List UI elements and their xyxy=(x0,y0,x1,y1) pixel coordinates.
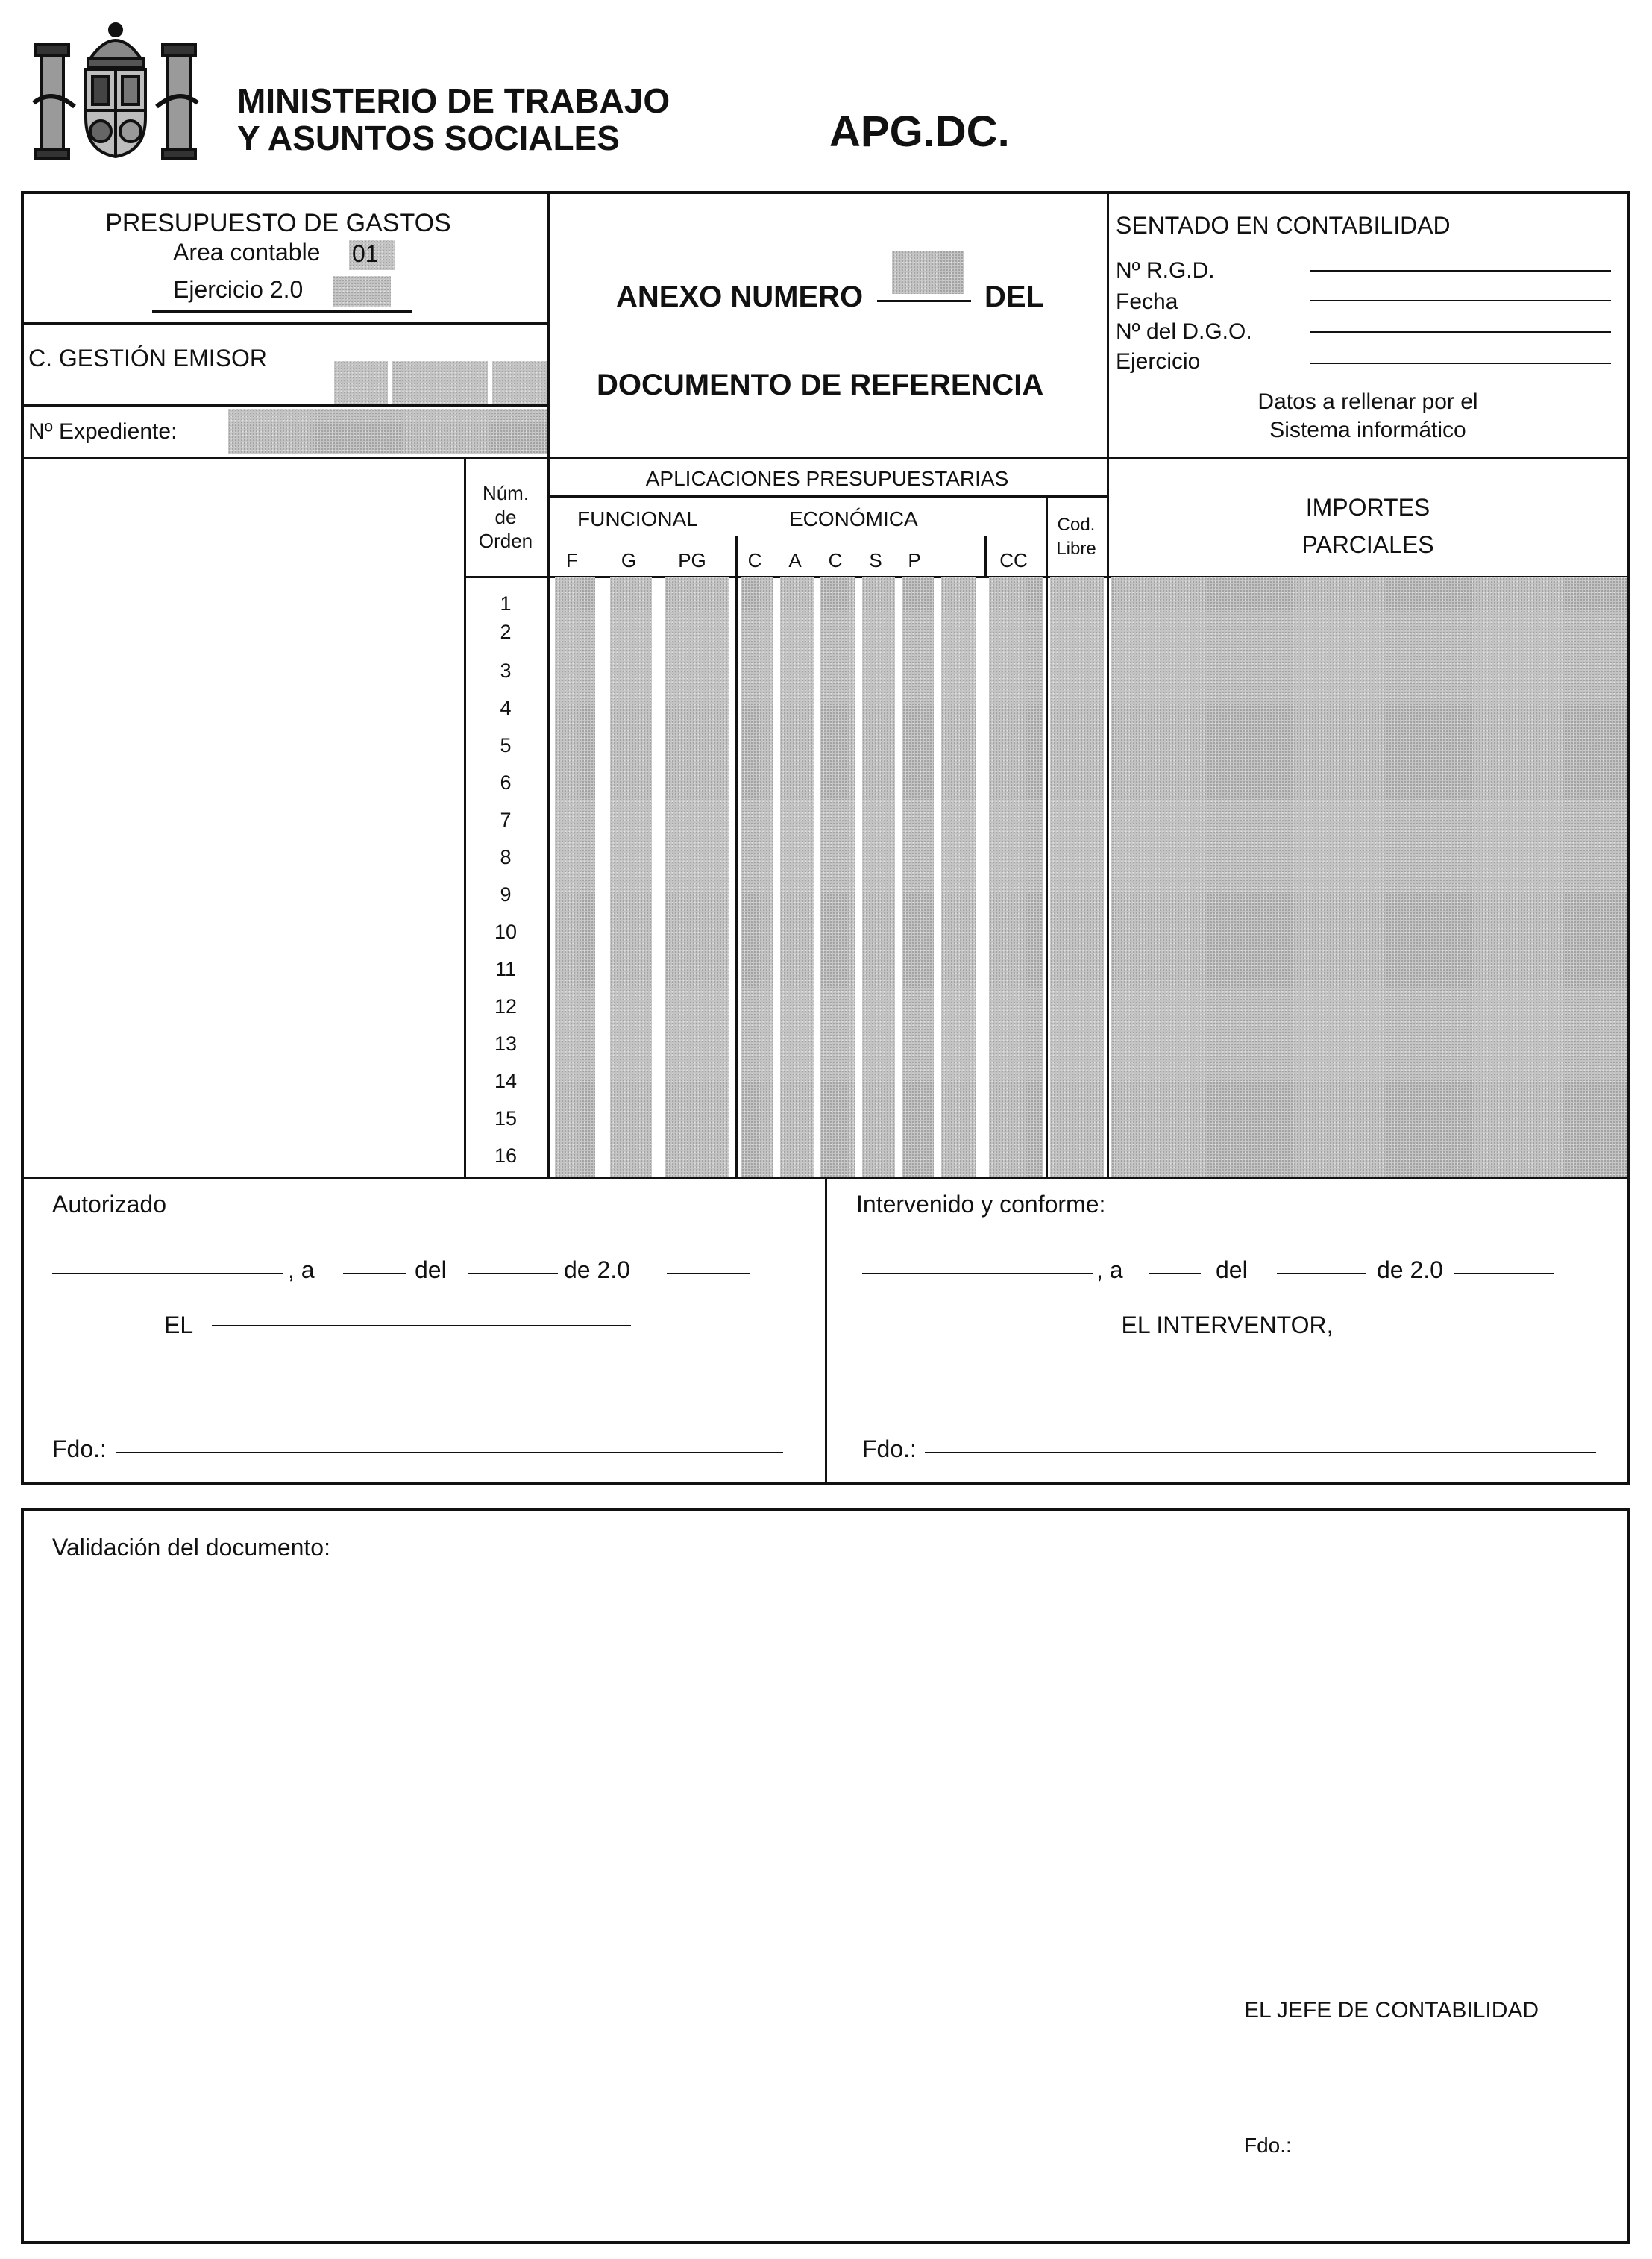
col-s-entries[interactable] xyxy=(862,577,895,1177)
row-number: 13 xyxy=(494,1033,518,1055)
left-el-line[interactable] xyxy=(212,1325,631,1326)
ejercicio-field[interactable] xyxy=(333,276,391,307)
col-p-label: P xyxy=(908,549,921,571)
ejercicio-underline xyxy=(152,310,412,313)
rgd-label: Nº R.G.D. xyxy=(1116,258,1215,283)
left-fdo-label: Fdo.: xyxy=(52,1435,107,1462)
right-place-line[interactable] xyxy=(862,1273,1093,1274)
row-number: 11 xyxy=(494,958,517,980)
left-year-line[interactable] xyxy=(667,1273,750,1274)
row-number: 3 xyxy=(500,659,512,682)
divider xyxy=(984,536,987,576)
expediente-field[interactable] xyxy=(228,409,547,454)
row-number: 1 xyxy=(500,592,512,615)
dgo-label: Nº del D.G.O. xyxy=(1116,319,1252,344)
documento-referencia-label: DOCUMENTO DE REFERENCIA xyxy=(597,369,1044,401)
divider xyxy=(735,536,738,1177)
right-month-line[interactable] xyxy=(1277,1273,1366,1274)
importes-entries[interactable] xyxy=(1111,577,1627,1177)
left-del-label: del xyxy=(415,1256,447,1283)
ejercicio-cont-line[interactable] xyxy=(1310,363,1611,364)
sistema-note-line1: Datos a rellenar por el xyxy=(1257,389,1478,414)
right-a-label: , a xyxy=(1096,1256,1123,1283)
row-number: 14 xyxy=(494,1070,518,1092)
dgo-line[interactable] xyxy=(1310,331,1611,333)
col-c1-entries[interactable] xyxy=(741,577,773,1177)
row-number: 15 xyxy=(494,1107,518,1130)
left-year-label: de 2.0 xyxy=(564,1256,630,1283)
funcional-header: FUNCIONAL xyxy=(577,507,698,530)
col-c2-entries[interactable] xyxy=(820,577,855,1177)
col-g-label: G xyxy=(621,549,637,571)
col-f-entries[interactable] xyxy=(555,577,595,1177)
left-a-label: , a xyxy=(288,1256,315,1283)
divider xyxy=(1046,495,1048,1177)
divider xyxy=(547,191,550,1177)
left-place-line[interactable] xyxy=(52,1273,283,1274)
autorizado-label: Autorizado xyxy=(52,1191,166,1218)
right-fdo-line[interactable] xyxy=(925,1452,1596,1453)
row-number: 8 xyxy=(500,846,512,868)
right-fdo-label: Fdo.: xyxy=(862,1435,917,1462)
num-orden-header-3: Orden xyxy=(478,530,533,552)
col-f-label: F xyxy=(566,549,578,571)
left-day-line[interactable] xyxy=(343,1273,406,1274)
expediente-label: Nº Expediente: xyxy=(28,419,178,444)
intervenido-label: Intervenido y conforme: xyxy=(856,1191,1106,1218)
gestion-emisor-field-1[interactable] xyxy=(334,361,388,404)
fecha-line[interactable] xyxy=(1310,300,1611,301)
col-a-label: A xyxy=(788,549,802,571)
economica-header: ECONÓMICA xyxy=(789,507,918,530)
aplicaciones-header: APLICACIONES PRESUPUESTARIAS xyxy=(645,467,1009,490)
col-p-entries[interactable] xyxy=(902,577,934,1177)
row-number: 10 xyxy=(494,921,518,943)
form-code: APG.DC. xyxy=(829,107,1010,156)
gestion-emisor-label: C. GESTIÓN EMISOR xyxy=(28,345,268,372)
validation-fdo-label: Fdo.: xyxy=(1244,2134,1292,2157)
anexo-numero-label: ANEXO NUMERO xyxy=(616,281,864,313)
right-day-line[interactable] xyxy=(1149,1273,1201,1274)
left-month-line[interactable] xyxy=(468,1273,558,1274)
left-el-label: EL xyxy=(164,1312,194,1338)
rgd-line[interactable] xyxy=(1310,270,1611,272)
coat-of-arms-logo xyxy=(30,13,201,163)
validation-frame xyxy=(21,1508,1630,2244)
row-number: 16 xyxy=(494,1144,518,1167)
area-contable-value: 01 xyxy=(352,240,379,267)
col-a-entries[interactable] xyxy=(780,577,814,1177)
area-contable-label: Area contable xyxy=(173,239,321,266)
interventor-label: EL INTERVENTOR, xyxy=(1121,1312,1334,1338)
right-year-line[interactable] xyxy=(1454,1273,1554,1274)
divider xyxy=(547,495,1107,498)
col-pg-entries[interactable] xyxy=(665,577,729,1177)
col-p2-entries[interactable] xyxy=(941,577,976,1177)
divider xyxy=(21,322,547,325)
row-number: 6 xyxy=(500,771,512,794)
importes-header-1: IMPORTES xyxy=(1305,494,1430,521)
ministry-name-line1: MINISTERIO DE TRABAJO xyxy=(237,81,670,120)
divider xyxy=(1107,191,1109,1177)
col-c2-label: C xyxy=(828,549,843,571)
left-fdo-line[interactable] xyxy=(116,1452,783,1453)
row-number: 9 xyxy=(500,883,512,906)
col-cod-libre-entries[interactable] xyxy=(1050,577,1104,1177)
ministry-name-line2: Y ASUNTOS SOCIALES xyxy=(237,119,620,157)
divider xyxy=(21,457,1630,459)
row-number: 5 xyxy=(500,734,512,756)
row-number: 2 xyxy=(500,621,512,643)
anexo-numero-field[interactable] xyxy=(892,251,964,294)
col-cc-label: CC xyxy=(999,549,1028,571)
col-c1-label: C xyxy=(747,549,762,571)
col-g-entries[interactable] xyxy=(610,577,652,1177)
gestion-emisor-field-3[interactable] xyxy=(492,361,547,404)
num-orden-header-2: de xyxy=(494,506,517,528)
cod-libre-header-2: Libre xyxy=(1056,539,1096,559)
col-s-label: S xyxy=(869,549,882,571)
presupuesto-gastos-label: PRESUPUESTO DE GASTOS xyxy=(105,209,451,237)
right-year-label: de 2.0 xyxy=(1377,1256,1443,1283)
sistema-note-line2: Sistema informático xyxy=(1269,418,1466,442)
gestion-emisor-field-2[interactable] xyxy=(392,361,488,404)
right-del-label: del xyxy=(1216,1256,1248,1283)
jefe-contabilidad-label: EL JEFE DE CONTABILIDAD xyxy=(1244,1998,1539,2023)
cod-libre-header-1: Cod. xyxy=(1057,515,1096,535)
anexo-del-label: DEL xyxy=(984,281,1044,313)
col-cc-entries[interactable] xyxy=(989,577,1043,1177)
row-number: 7 xyxy=(500,809,512,831)
anexo-numero-underline xyxy=(877,300,971,302)
divider xyxy=(21,404,547,407)
row-number: 12 xyxy=(494,995,518,1018)
num-orden-header-1: Núm. xyxy=(482,482,530,504)
ejercicio-cont-label: Ejercicio xyxy=(1116,349,1201,374)
importes-header-2: PARCIALES xyxy=(1301,531,1434,558)
row-number: 4 xyxy=(500,697,512,719)
contabilidad-title: SENTADO EN CONTABILIDAD xyxy=(1116,212,1451,239)
validacion-label: Validación del documento: xyxy=(52,1534,330,1561)
col-pg-label: PG xyxy=(678,549,706,571)
ejercicio-label: Ejercicio 2.0 xyxy=(173,276,304,303)
fecha-label: Fecha xyxy=(1116,289,1178,314)
